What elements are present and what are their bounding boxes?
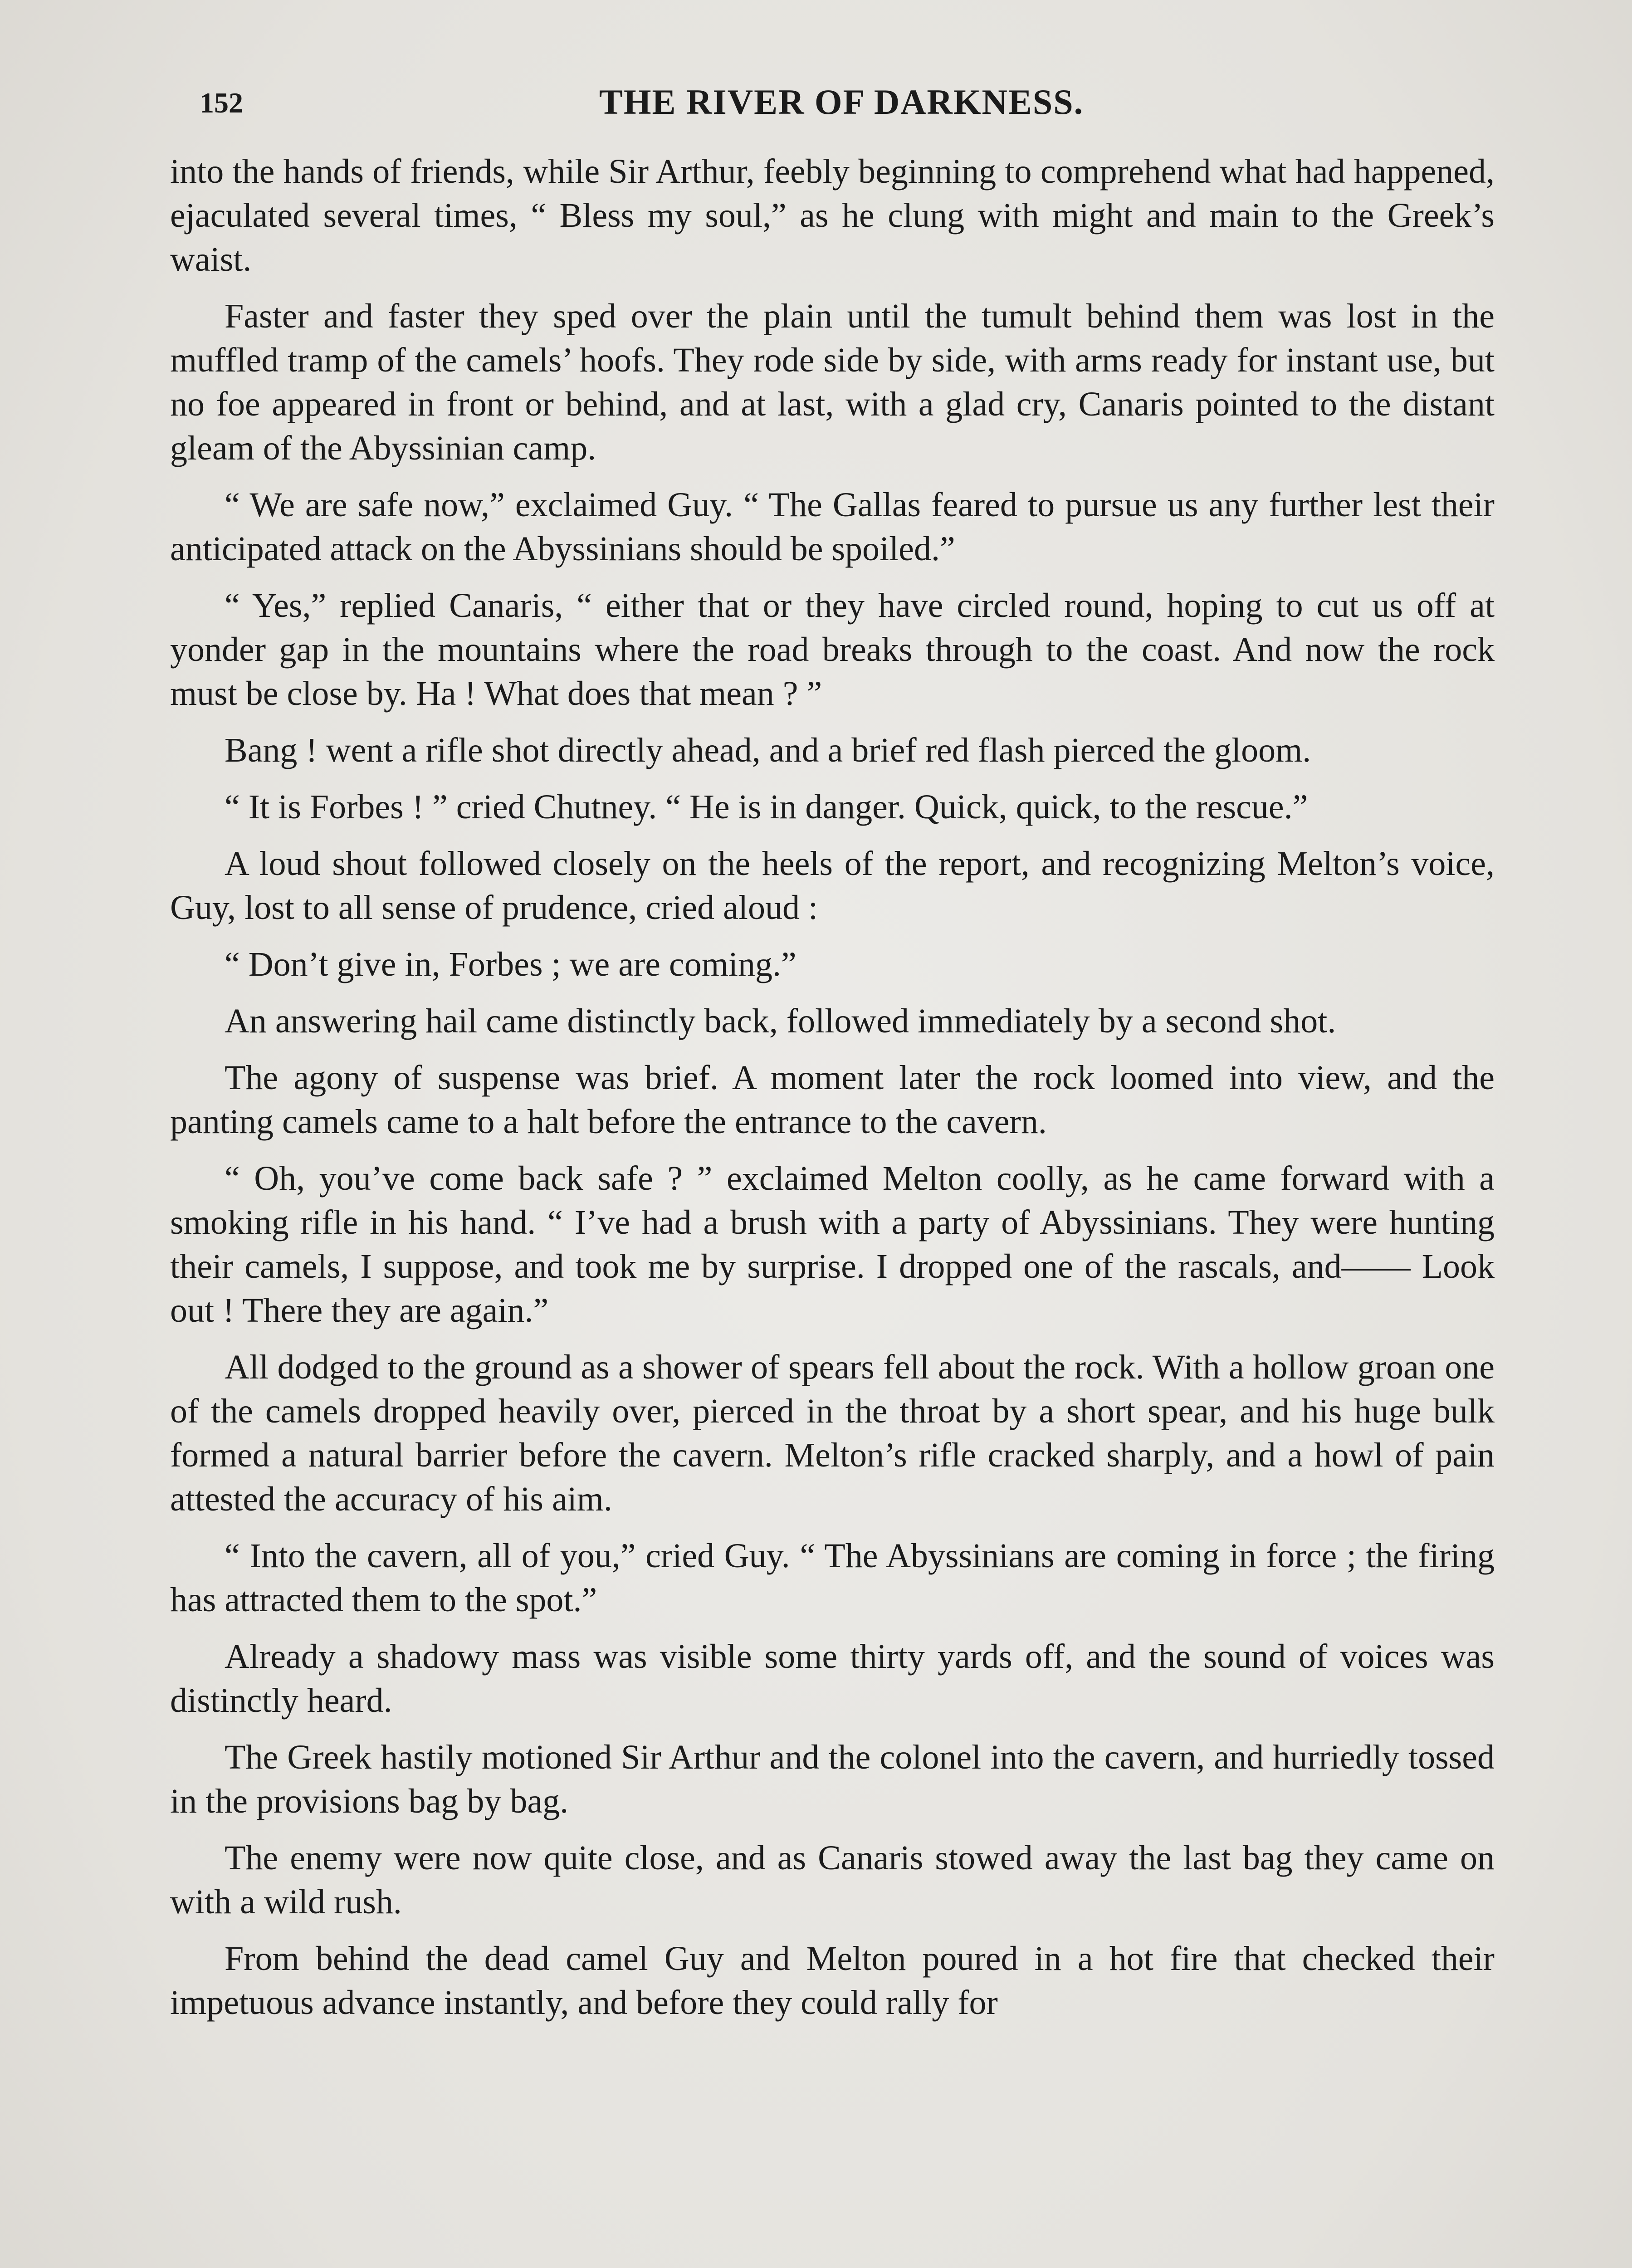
- paragraph-4: “ Yes,” replied Canaris, “ either that or they have circled round, hoping to cut us off at yonder gap in the mountains where the road breaks through to the coast. And now the rock must be close by. Ha ! What does that mean ? ”: [170, 587, 1495, 713]
- paragraph-7: A loud shout followed closely on the heels of the report, and recognizing Melton’s voice, Guy, lost to all sense of prudence, cried aloud :: [170, 845, 1495, 927]
- paragraph-6: “ It is Forbes ! ” cried Chutney. “ He is in danger. Quick, quick, to the rescue.”: [225, 788, 1308, 826]
- paragraph-16: The enemy were now quite close, and as Canaris stowed away the last bag they came on with a wild rush.: [170, 1839, 1495, 1921]
- body-text: [170, 150, 1495, 2038]
- paragraph-5: Bang ! went a rifle shot directly ahead, and a brief red flash pierced the gloom.: [225, 731, 1311, 769]
- paragraph-12: All dodged to the ground as a shower of spears fell about the rock. With a hollow groan one of the camels dropped heavily over, pierced in the throat by a short spear, and his huge bulk formed a natural barrier before the cavern. Melton’s rifle cracked sharply, and a howl of pain attested the accuracy of his aim.: [170, 1348, 1495, 1518]
- paragraph-15: The Greek hastily motioned Sir Arthur and the colonel into the cavern, and hurriedly tossed in the provisions bag by bag.: [170, 1738, 1495, 1820]
- paragraph-10: The agony of suspense was brief. A moment later the rock loomed into view, and the panting camels came to a halt before the entrance to the cavern.: [170, 1059, 1495, 1141]
- paragraph-8: “ Don’t give in, Forbes ; we are coming.”: [225, 945, 796, 983]
- page-number: 152: [200, 87, 243, 119]
- paragraph-11: “ Oh, you’ve come back safe ? ” exclaimed Melton coolly, as he came forward with a smoking rifle in his hand. “ I’ve had a brush with a party of Abyssinians. They were hunting their camels, I suppose, and took me by surprise. I dropped one of the rascals, and—— Look out ! There they are again.”: [170, 1159, 1495, 1330]
- paragraph-9: An answering hail came distinctly back, followed immediately by a second shot.: [225, 1002, 1336, 1040]
- paragraph-13: “ Into the cavern, all of you,” cried Guy. “ The Abyssinians are coming in force ; the firing has attracted them to the spot.”: [170, 1537, 1495, 1619]
- running-title: THE RIVER OF DARKNESS.: [599, 82, 1084, 122]
- paragraph-17: From behind the dead camel Guy and Melton poured in a hot fire that checked their impetuous advance instantly, and before they could rally for: [170, 1940, 1495, 2022]
- paragraph-2: Faster and faster they sped over the plain until the tumult behind them was lost in the muffled tramp of the camels’ hoofs. They rode side by side, with arms ready for instant use, but no foe appeared in front or behind, and at last, with a glad cry, Canaris pointed to the distant gleam of the Abyssinian camp.: [170, 297, 1495, 467]
- paragraph-1: into the hands of friends, while Sir Arthur, feebly beginning to comprehend what had happened, ejaculated several times, “ Bless my soul,” as he clung with might and main to the Greek’s waist.: [170, 152, 1495, 279]
- page-header: [195, 82, 1488, 136]
- paragraph-14: Already a shadowy mass was visible some thirty yards off, and the sound of voices was distinctly heard.: [170, 1637, 1495, 1720]
- paragraph-3: “ We are safe now,” exclaimed Guy. “ The Gallas feared to pursue us any further lest their anticipated attack on the Abyssinians should be spoiled.”: [170, 486, 1495, 568]
